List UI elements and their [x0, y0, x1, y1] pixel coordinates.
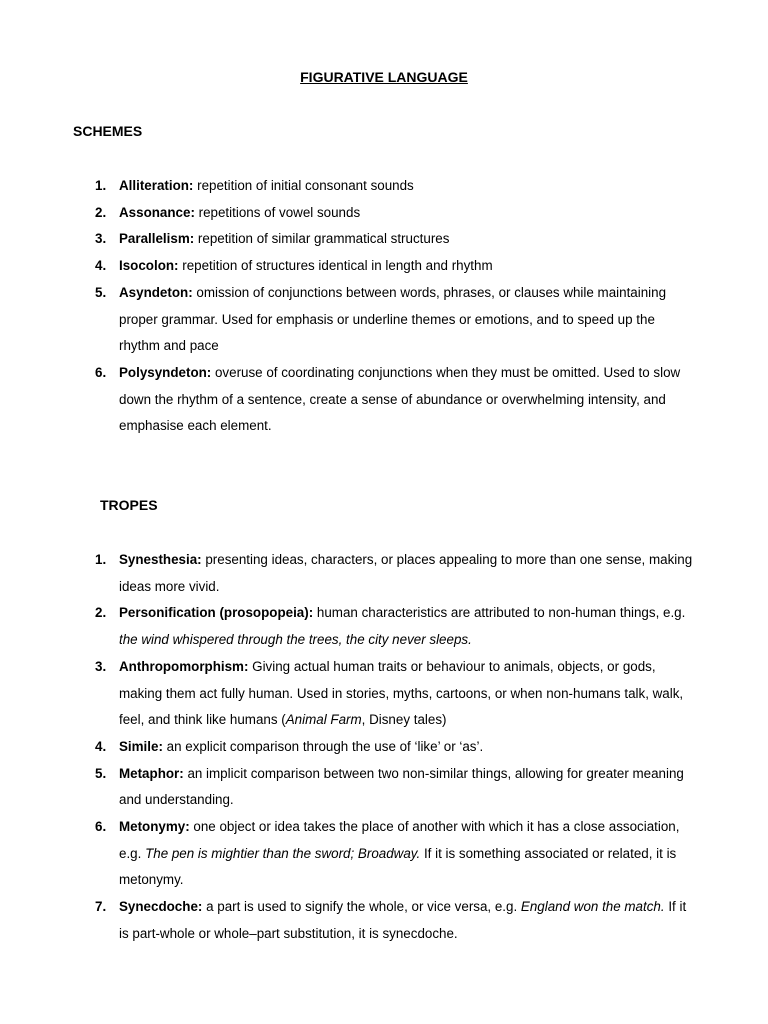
list-item-anthropomorphism	[0, 654, 768, 734]
term-definition-tail: , Disney tales)	[361, 712, 447, 728]
term-definition: repetition of similar grammatical structures	[194, 231, 450, 247]
term-definition: an explicit comparison through the use of ‘like’ or ‘as’.	[162, 738, 484, 754]
list-item-polysyndeton	[0, 360, 768, 440]
term-label: Personification (prosopopeia):	[119, 605, 314, 621]
term-definition: human characteristics are attributed to non-human things, e.g.	[313, 605, 686, 621]
example-text: Animal Farm	[285, 712, 362, 728]
term-definition-tail: If it is part-whole or whole–part substitution, it is synecdoche.	[119, 899, 687, 941]
list-item-personification	[0, 600, 768, 653]
list-item-metaphor	[0, 761, 768, 814]
list-item-synecdoche	[0, 894, 768, 947]
list-number: 1.	[95, 178, 107, 193]
list-item-asyndeton	[0, 280, 768, 360]
term-definition: one object or idea takes the place of another with which it has a close association, e.g.	[119, 819, 680, 861]
document-title: FIGURATIVE LANGUAGE	[300, 69, 468, 85]
list-item-simile	[0, 734, 768, 761]
list-number: 5.	[95, 765, 107, 781]
list-number: 2.	[95, 204, 107, 220]
term-definition: repetition of initial consonant sounds	[193, 178, 414, 193]
list-number: 2.	[95, 605, 107, 621]
section-heading-schemes: SCHEMES	[73, 123, 143, 139]
term-label: Synesthesia:	[119, 552, 202, 567]
example-text: the wind whispered through the trees, the city never sleeps.	[119, 632, 472, 648]
list-number: 4.	[95, 738, 107, 754]
list-number: 4.	[95, 258, 107, 274]
term-definition: a part is used to signify the whole, or vice versa, e.g.	[202, 899, 521, 915]
term-label: Synecdoche:	[119, 899, 203, 915]
term-label: Alliteration:	[119, 178, 194, 193]
schemes-list	[0, 173, 768, 440]
list-item-assonance	[0, 200, 768, 227]
term-definition: repetitions of vowel sounds	[194, 204, 361, 220]
list-number: 6.	[95, 364, 107, 380]
term-label: Parallelism:	[119, 231, 195, 247]
example-text: England won the match.	[520, 899, 665, 915]
list-number: 3.	[95, 231, 107, 247]
term-definition: omission of conjunctions between words, phrases, or clauses while maintaining proper grammar. Used for emphasis or underline themes or emotions, and to speed up the rhythm and pace	[119, 284, 667, 354]
term-definition-tail: If it is something associated or related, it is metonymy.	[119, 845, 677, 888]
list-item-parallelism	[0, 226, 768, 253]
term-label: Metonymy:	[119, 819, 190, 835]
term-label: Simile:	[119, 738, 163, 754]
term-definition: overuse of coordinating conjunctions when they must be omitted. Used to slow down the rhythm of a sentence, create a sense of abundance or overwhelming intensity, and emphasise each element.	[119, 364, 681, 434]
term-label: Polysyndeton:	[119, 364, 212, 380]
list-number: 1.	[95, 552, 107, 567]
list-number: 7.	[95, 899, 107, 915]
tropes-list	[0, 547, 768, 948]
term-definition: presenting ideas, characters, or places appealing to more than one sense, making ideas more vivid.	[119, 552, 693, 594]
list-item-isocolon	[0, 253, 768, 280]
list-number: 5.	[95, 284, 107, 300]
example-text: The pen is mightier than the sword; Broadway.	[145, 845, 421, 861]
term-label: Isocolon:	[119, 258, 179, 274]
term-label: Assonance:	[119, 204, 195, 220]
term-definition: repetition of structures identical in length and rhythm	[178, 258, 493, 274]
term-label: Anthropomorphism:	[119, 658, 249, 674]
list-number: 6.	[95, 819, 107, 835]
list-item-alliteration	[0, 173, 768, 200]
term-definition: Giving actual human traits or behaviour to animals, objects, or gods, making them act fully human. Used in stories, myths, cartoons, or when non-humans talk, walk, feel, and think like humans (	[119, 658, 684, 728]
list-item-metonymy	[0, 814, 768, 894]
term-definition: an implicit comparison between two non-similar things, allowing for greater meaning and understanding.	[119, 765, 684, 808]
term-label: Asyndeton:	[119, 284, 193, 300]
list-item-synesthesia	[0, 547, 768, 600]
list-number: 3.	[95, 658, 107, 674]
term-label: Metaphor:	[119, 765, 184, 781]
section-heading-tropes: TROPES	[100, 497, 158, 513]
